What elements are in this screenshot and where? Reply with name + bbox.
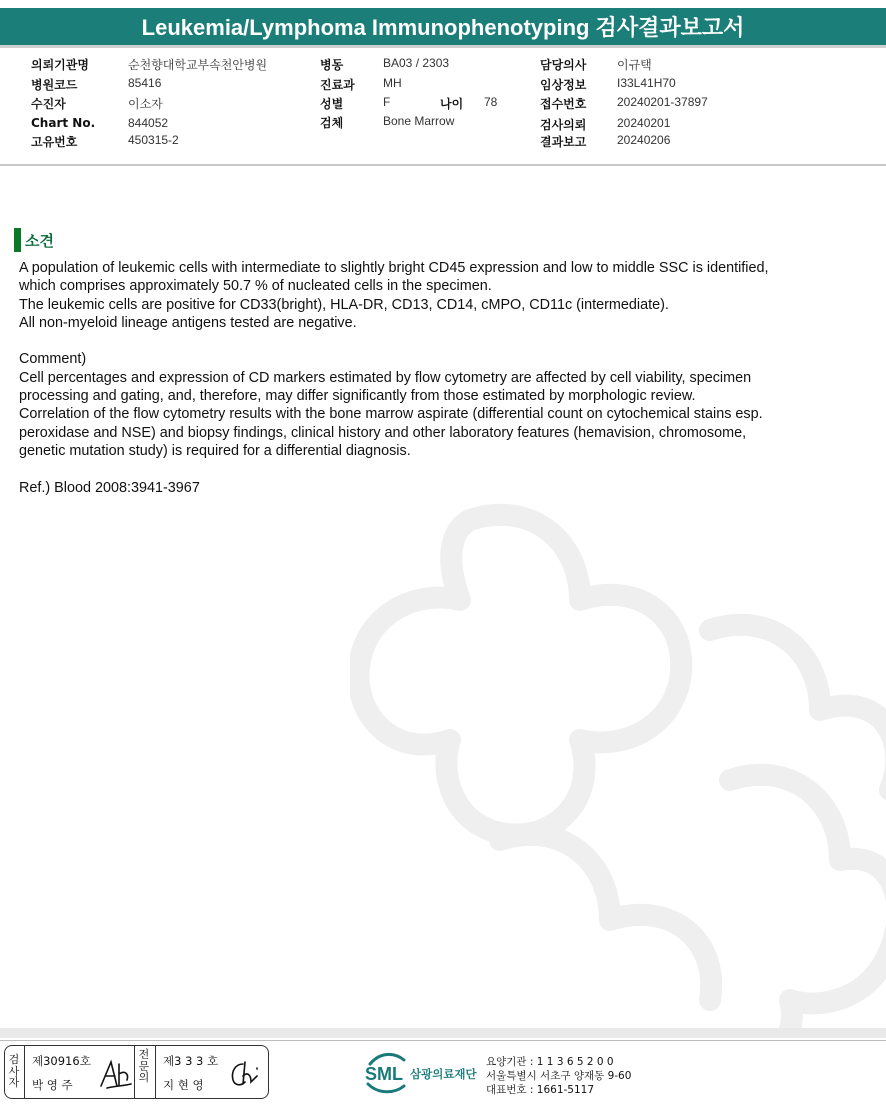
- info-label-sex: 성별: [320, 97, 344, 111]
- info-value-hospital-code: 85416: [128, 76, 162, 90]
- info-label-report-date: 결과보고: [540, 135, 587, 149]
- findings-line: Cell percentages and expression of CD markers estimated by flow cytometry are affected by cell viability, specimen: [19, 369, 752, 386]
- info-value-clinical-info: I33L41H70: [617, 76, 676, 90]
- info-value-physician: 이규택: [617, 58, 652, 72]
- info-label-hospital-code: 병원코드: [31, 78, 78, 92]
- examiner-license: 제30916호: [32, 1054, 91, 1068]
- watermark-logo: [350, 480, 886, 1030]
- paragraph-gap: [19, 332, 854, 350]
- info-label-receipt-no: 접수번호: [540, 97, 587, 111]
- info-value-patient: 이소자: [128, 97, 163, 111]
- info-label-ward: 병동: [320, 58, 344, 72]
- examiner-role-char: 검: [8, 1053, 20, 1066]
- info-value-institution: 순천향대학교부속천안병원: [128, 58, 268, 72]
- specialist-role-char: 의: [138, 1071, 150, 1084]
- signature-divider: [134, 1046, 135, 1098]
- examiner-signature: [97, 1056, 133, 1092]
- specialist-signature: [227, 1058, 263, 1090]
- examiner-role: [7, 1054, 21, 1089]
- institution-code: 요양기관 : 1 1 3 6 5 2 0 0: [486, 1056, 614, 1068]
- info-value-receipt-no: 20240201-37897: [617, 95, 708, 109]
- info-value-request-date: 20240201: [617, 116, 671, 130]
- org-phone: 대표번호 : 1661-5117: [486, 1084, 595, 1096]
- examiner-role-char: 자: [8, 1076, 20, 1089]
- info-value-department: MH: [383, 76, 402, 90]
- findings-line: peroxidase and NSE) and biopsy findings, clinical history and other laboratory features (hemavision, chromosome,: [19, 424, 747, 441]
- report-title: Leukemia/Lymphoma Immunophenotyping 검사결과보고서: [0, 8, 886, 48]
- info-value-chart-no: 844052: [128, 116, 169, 130]
- info-label-chart-no: Chart No.: [31, 116, 96, 130]
- specialist-name: 지 현 영: [163, 1078, 204, 1092]
- info-value-report-date: 20240206: [617, 133, 671, 147]
- patient-info-panel: [0, 56, 886, 166]
- signature-divider: [24, 1046, 25, 1098]
- findings-line: The leukemic cells are positive for CD33(bright), HLA-DR, CD13, CD14, cMPO, CD11c (intermediate).: [19, 296, 669, 313]
- info-label-age: 나이: [440, 97, 464, 111]
- findings-line: All non-myeloid lineage antigens tested are negative.: [19, 314, 357, 331]
- findings-line: Correlation of the flow cytometry results with the bone marrow aspirate (differential count on cytochemical stains esp.: [19, 406, 763, 423]
- examiner-name: 박 영 주: [32, 1078, 73, 1092]
- findings-line: Comment): [19, 351, 87, 368]
- info-label-patient: 수진자: [31, 97, 66, 111]
- info-label-institution: 의뢰기관명: [31, 58, 89, 72]
- findings-heading: [14, 228, 54, 252]
- findings-line: A population of leukemic cells with intermediate to slightly bright CD45 expression and low to middle SSC is identified,: [19, 260, 769, 276]
- footer-divider: [0, 1040, 886, 1041]
- info-value-age: 78: [484, 95, 498, 109]
- info-label-request-date: 검사의뢰: [540, 118, 587, 132]
- info-label-specimen: 검체: [320, 116, 344, 130]
- findings-heading-marker: [14, 228, 21, 252]
- info-value-ward: BA03 / 2303: [383, 56, 450, 70]
- sml-logo-text: SML: [365, 1064, 403, 1084]
- findings-line: Ref.) Blood 2008:3941-3967: [19, 479, 200, 496]
- signature-box: [4, 1045, 269, 1099]
- findings-body: [19, 259, 854, 497]
- info-value-specimen: Bone Marrow: [383, 114, 455, 128]
- specialist-license: 제3 3 3 호: [163, 1054, 219, 1068]
- footer-band: [0, 1028, 886, 1038]
- findings-line: processing and gating, and, therefore, may differ significantly from those estimated by morphologic review.: [19, 388, 696, 405]
- findings-line: genetic mutation study) is required for a differential diagnosis.: [19, 442, 411, 459]
- specialist-role-char: 전: [138, 1048, 150, 1061]
- info-label-unique-no: 고유번호: [31, 135, 78, 149]
- specialist-role-char: 문: [138, 1059, 150, 1073]
- info-value-sex: F: [383, 95, 391, 109]
- org-name: 삼광의료재단: [410, 1067, 477, 1081]
- info-label-physician: 담당의사: [540, 58, 587, 72]
- signature-divider: [155, 1046, 156, 1098]
- specialist-role: [137, 1049, 151, 1084]
- org-address: 서울특별시 서초구 양재동 9-60: [486, 1070, 632, 1082]
- info-divider: [0, 164, 886, 166]
- info-label-clinical-info: 임상정보: [540, 78, 587, 92]
- paragraph-gap: [19, 460, 854, 478]
- findings-heading-text: 소견: [25, 231, 54, 250]
- info-value-unique-no: 450315-2: [128, 133, 179, 147]
- info-label-department: 진료과: [320, 78, 355, 92]
- findings-line: which comprises approximately 50.7 % of nucleated cells in the specimen.: [19, 278, 492, 295]
- examiner-role-char: 사: [8, 1064, 20, 1078]
